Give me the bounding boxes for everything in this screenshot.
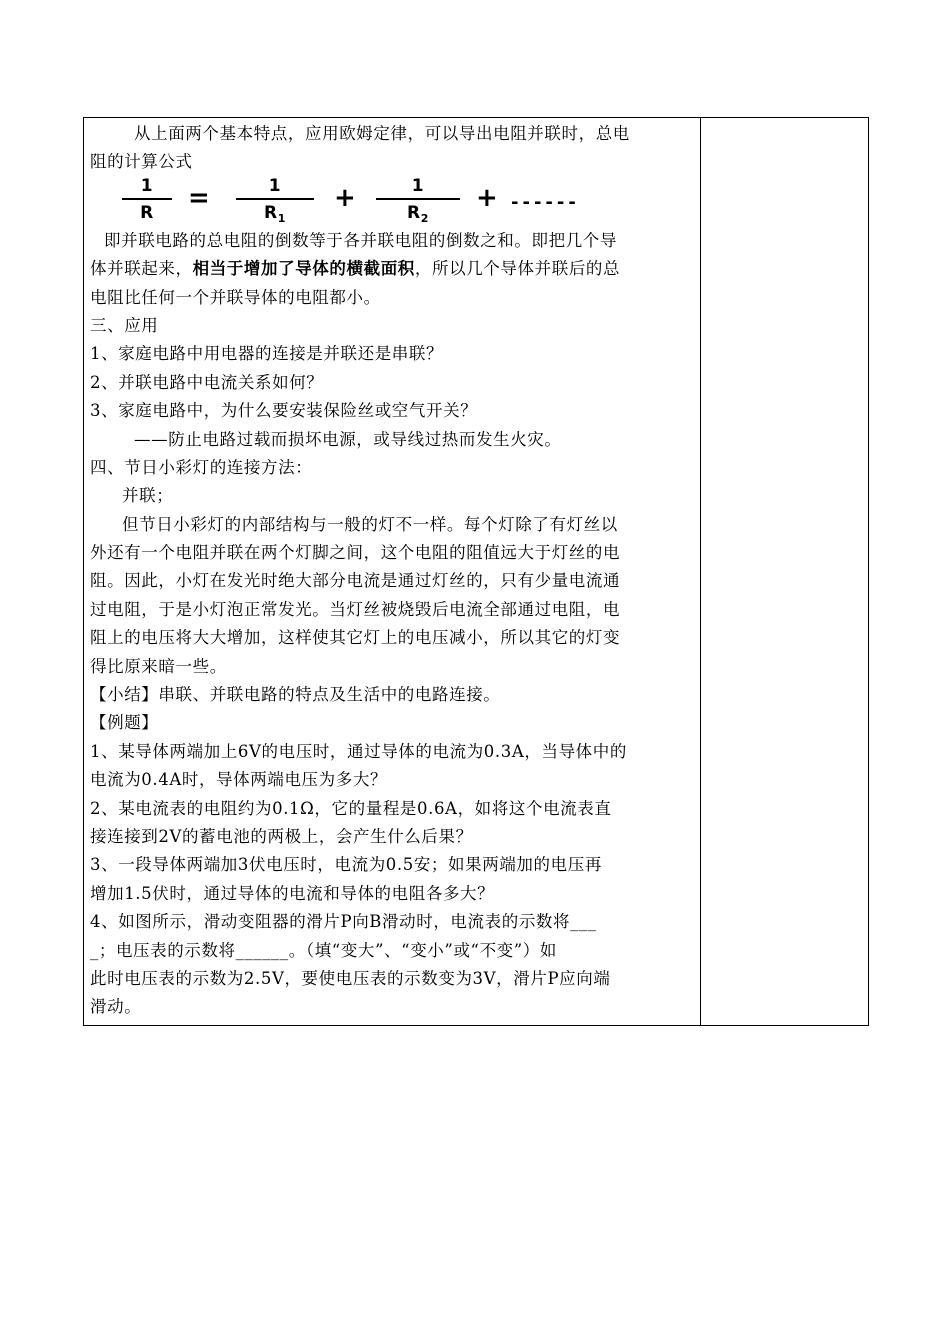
section-4-para-2-line-6: 得比原来暗一些。 <box>90 656 227 676</box>
formula-term-1-numerator: 1 <box>268 175 282 196</box>
section-4-para-2-line-3: 阻。因此，小灯在发光时绝大部分电流是通过灯丝的，只有少量电流通 <box>90 571 621 591</box>
formula-term-1-subscript: 1 <box>277 211 286 225</box>
explain-emphasis: 相当于增加了导体的横截面积 <box>192 259 415 279</box>
section-4-para-2-line-5: 阻上的电压将大大增加，这样使其它灯上的电压减小，所以其它的灯变 <box>90 628 621 648</box>
formula-equals: = <box>188 182 211 213</box>
section-4-para-2-line-2: 外还有一个电阻并联在两个灯脚之间，这个电阻的阻值远大于灯丝的电 <box>90 543 621 563</box>
fraction-bar <box>236 198 314 200</box>
fraction-bar <box>376 198 460 200</box>
formula-lhs-numerator: 1 <box>140 175 154 196</box>
section-4-heading: 四、节日小彩灯的连接方法： <box>90 457 313 477</box>
explain-line-2-end: ，所以几个导体并联后的总 <box>414 259 621 279</box>
example-4-line-1: 4、如图所示，滑动变阻器的滑片P向B滑动时，电流表的示数将___ <box>90 912 597 932</box>
lesson-table <box>83 117 869 1026</box>
fraction-bar <box>122 198 172 200</box>
section-3-heading: 三、应用 <box>90 315 159 335</box>
example-2-line-1: 2、某电流表的电阻约为0.1Ω，它的量程是0.6A，如将这个电流表直 <box>90 798 612 818</box>
main-cell <box>90 120 690 1022</box>
example-1-line-1: 1、某导体两端加上6V的电压时，通过导体的电流为0.3A，当导体中的 <box>90 741 627 761</box>
example-3-line-1: 3、一段导体两端加3伏电压时，电流为0.5安；如果两端加的电压再 <box>90 855 602 875</box>
question-2: 2、并联电路中电流关系如何？ <box>90 372 324 392</box>
section-4-para-1: 并联； <box>122 486 174 506</box>
intro-line-1: 从上面两个基本特点，应用欧姆定律，可以导出电阻并联时，总电 <box>134 124 630 143</box>
formula-lhs-denominator: R <box>140 202 154 223</box>
section-4-para-2-line-4: 过电阻，于是小灯泡正常发光。当灯丝被烧毁后电流全部通过电阻，电 <box>90 599 621 619</box>
example-1-line-2: 电流为0.4A时，导体两端电压为多大？ <box>90 770 388 790</box>
section-4-para-2-line-1: 但节日小彩灯的内部结构与一般的灯不一样。每个灯除了有灯丝以 <box>122 514 618 534</box>
formula-plus-2: + <box>476 182 499 213</box>
formula-lhs-fraction <box>122 175 172 224</box>
example-3-line-2: 增加1.5伏时，通过导体的电流和导体的电阻各多大？ <box>90 883 495 903</box>
question-3: 3、家庭电路中，为什么要安装保险丝或空气开关？ <box>90 401 478 421</box>
formula-term-2-subscript: 2 <box>420 211 429 225</box>
formula-term-2-numerator: 1 <box>411 175 425 196</box>
parallel-resistance-formula <box>116 175 676 227</box>
formula-term-2-denominator <box>376 202 460 224</box>
formula-term-1 <box>236 175 314 224</box>
answer-3: ——防止电路过载而损坏电源，或导线过热而发生火灾。 <box>134 429 562 449</box>
example-2-line-2: 接连接到2V的蓄电池的两极上，会产生什么后果？ <box>90 826 473 846</box>
formula-term-1-denominator <box>236 202 314 224</box>
summary: 【小结】串联、并联电路的特点及生活中的电路连接。 <box>90 685 501 705</box>
example-4-line-2: _；电压表的示数将______。（填“变大”、“变小”或“不变”）如 <box>90 940 558 960</box>
formula-term-1-r: R <box>264 202 278 223</box>
example-4-line-3: 此时电压表的示数为2.5V，要使电压表的示数变为3V，滑片P应向端 <box>90 968 611 988</box>
explain-line-1: 即并联电路的总电阻的倒数等于各并联电阻的倒数之和。即把几个导 <box>104 230 617 250</box>
examples-heading: 【例题】 <box>90 713 159 733</box>
formula-term-2 <box>376 175 460 224</box>
example-4-line-4: 滑动。 <box>90 997 142 1017</box>
formula-term-2-r: R <box>407 202 421 223</box>
question-1: 1、家庭电路中用电器的连接是并联还是串联？ <box>90 344 444 364</box>
explain-line-2-start: 体并联起来， <box>90 259 193 279</box>
explain-line-2 <box>90 255 690 283</box>
explain-line-3: 电阻比任何一个并联导体的电阻都小。 <box>90 287 381 307</box>
column-divider <box>700 118 701 1025</box>
intro-line-2: 阻的计算公式 <box>90 152 193 172</box>
formula-ellipsis: ------ <box>511 191 580 213</box>
formula-plus-1: + <box>334 182 357 213</box>
